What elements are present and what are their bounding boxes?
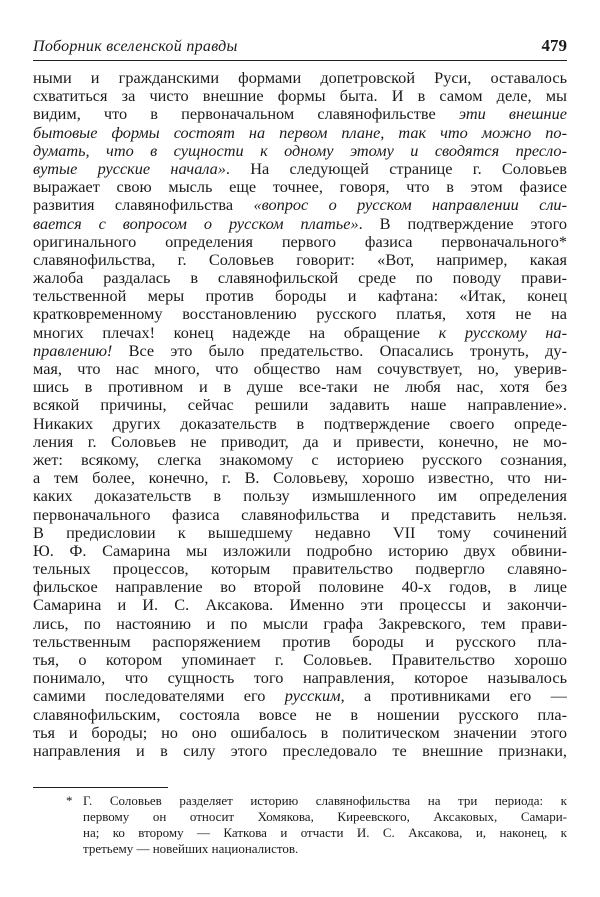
running-header — [33, 36, 567, 61]
text-segment: . На следующей странице г. Соловьев — [225, 159, 567, 178]
text-segment: первоначального фазиса славянофильства и представить нельзя. — [33, 505, 567, 524]
text-segment: тельственным распоряжением против бороды и русского пла- — [33, 632, 567, 651]
footnote — [83, 793, 567, 857]
text-line — [33, 215, 567, 233]
italic-text-segment: русским — [284, 687, 341, 706]
text-line — [33, 506, 567, 524]
italic-text-segment: вутые русские начала» — [33, 159, 226, 178]
text-line — [33, 651, 567, 669]
text-segment: , а противниками его — — [340, 687, 567, 706]
text-segment: выражает свою мысль еще точнее, говоря, что в этом фазисе — [33, 178, 567, 197]
text-line — [33, 324, 567, 342]
text-segment: В предисловии к вышедшему недавно VII тому сочинений — [33, 523, 567, 542]
body-text — [33, 69, 567, 760]
text-line — [33, 487, 567, 505]
text-segment: ными и гражданскими формами допетровской Руси, оставалось — [33, 69, 567, 87]
text-segment: схватиться за чисто внешние формы быта. И в самом деле, мы — [33, 87, 567, 106]
text-segment: шись в противном и в душе все-таки не любя нас, хотя без — [33, 378, 567, 397]
text-line — [33, 160, 567, 178]
footnote-divider — [33, 787, 168, 788]
footnote-line: третьему — новейших националистов. — [83, 841, 299, 856]
text-line — [33, 124, 567, 142]
text-line — [33, 105, 567, 123]
text-line — [33, 724, 567, 742]
text-segment: Все это было предательство. Опасались тронуть, ду- — [112, 341, 567, 360]
text-line — [33, 233, 567, 251]
text-segment: славянофильства, г. Соловьев говорит: «Вот, например, какая — [33, 250, 567, 269]
italic-text-segment: «вопрос о русском направлении сли- — [253, 196, 567, 215]
text-segment: многих плечах! конец надежде на обращение — [33, 323, 439, 342]
text-segment: самими последователями его — [33, 687, 285, 706]
text-segment: видим, что в первоначальном славянофильстве — [33, 105, 459, 124]
text-line — [33, 706, 567, 724]
text-line — [33, 615, 567, 633]
text-segment: жет: всякому, слегка знакомому с историею русского сознания, — [33, 450, 567, 469]
text-line — [33, 687, 567, 705]
text-segment: фильское направление во второй половине 40-х годов, в лице — [33, 578, 567, 597]
text-segment: Никаких других доказательств в подтверждение своего опреде- — [33, 414, 567, 433]
footnote-line: Г. Соловьев разделяет историю славянофильства на три периода: к — [83, 793, 567, 808]
text-segment: оригинального определения первого фазиса первоначального* — [33, 232, 567, 251]
text-line — [33, 578, 567, 596]
text-segment: тельственной меры против бороды и кафтана: «Итак, конец — [33, 287, 567, 306]
text-segment: жалоба раздалась в славянофильской среде по поводу прави- — [33, 269, 567, 288]
italic-text-segment: думать, что в сущности к одному этому и сводятся пресло- — [33, 141, 567, 160]
text-line — [33, 451, 567, 469]
footnote-mark: * — [66, 793, 73, 808]
text-line — [33, 433, 567, 451]
text-segment: ления г. Соловьев не приводит, да и привести, конечно, не мо- — [33, 432, 567, 451]
text-segment: направления и в силу этого преследовало те внешние признаки, — [33, 741, 567, 760]
text-line — [33, 305, 567, 323]
text-line — [33, 669, 567, 687]
italic-text-segment: вается с вопросом о русском платье» — [33, 214, 359, 233]
text-segment: развития славянофильства — [33, 196, 254, 215]
text-line — [33, 251, 567, 269]
text-segment: понимало, что сущность того направления, которое называлось — [33, 669, 567, 688]
footnote-line: первому он относит Хомякова, Киреевского, Аксаковых, Самари- — [83, 809, 567, 824]
text-line — [33, 524, 567, 542]
text-segment: тья, о котором упоминает г. Соловьев. Правительство хорошо — [33, 651, 567, 669]
text-line — [33, 142, 567, 160]
italic-text-segment: эти внешние — [458, 105, 567, 124]
text-line — [33, 469, 567, 487]
text-segment: мая, что нас много, что общество нам сочувствует, но, уверив- — [33, 360, 567, 378]
text-line — [33, 69, 567, 87]
text-line — [33, 87, 567, 105]
italic-text-segment: к русскому на- — [438, 323, 567, 342]
text-segment: тельных процессов, которым правительство подвергло славяно- — [33, 560, 567, 579]
text-segment: Самарина и И. С. Аксакова. Именно эти процессы и закончи- — [33, 596, 567, 615]
running-title: Поборник вселенской правды — [33, 38, 238, 55]
text-line — [33, 415, 567, 433]
text-line — [33, 542, 567, 560]
text-line — [33, 596, 567, 614]
text-line — [33, 742, 567, 760]
text-line — [33, 360, 567, 378]
text-segment: Ю. Ф. Самарина мы изложили подробно историю двух обвини- — [33, 541, 567, 560]
italic-text-segment: бытовые формы состоят на первом плане, так что можно по- — [33, 123, 567, 142]
text-segment: славянофильским, состояла вовсе не в ношении русского пла- — [33, 705, 567, 724]
text-line — [33, 560, 567, 578]
text-line — [33, 378, 567, 396]
text-segment: тья и бороды; но оно ошибалось в политическом значении этого — [33, 723, 567, 742]
text-segment: лись, по настоянию и по мысли графа Закревского, тем прави- — [33, 614, 567, 633]
italic-text-segment: правлению! — [33, 341, 113, 360]
text-line — [33, 633, 567, 651]
page-number: 479 — [541, 36, 567, 55]
text-segment: а тем более, конечно, г. В. Соловьеву, хорошо известно, что ни- — [33, 469, 567, 488]
text-line — [33, 287, 567, 305]
text-segment: кратковременному восстановлению русского платья, хотя не на — [33, 305, 567, 324]
text-segment: всякой причины, сейчас решили задавить наше направление». — [33, 396, 567, 415]
text-line — [33, 196, 567, 214]
text-line — [33, 269, 567, 287]
text-line — [33, 396, 567, 414]
text-line — [33, 178, 567, 196]
footnote-line: на; ко второму — Каткова и отчасти И. С. Аксакова, и, наконец, к — [83, 825, 567, 840]
text-segment: каких доказательств в пользу измышленного им определения — [33, 487, 567, 506]
text-line — [33, 342, 567, 360]
text-segment: . В подтверждение этого — [358, 214, 567, 233]
